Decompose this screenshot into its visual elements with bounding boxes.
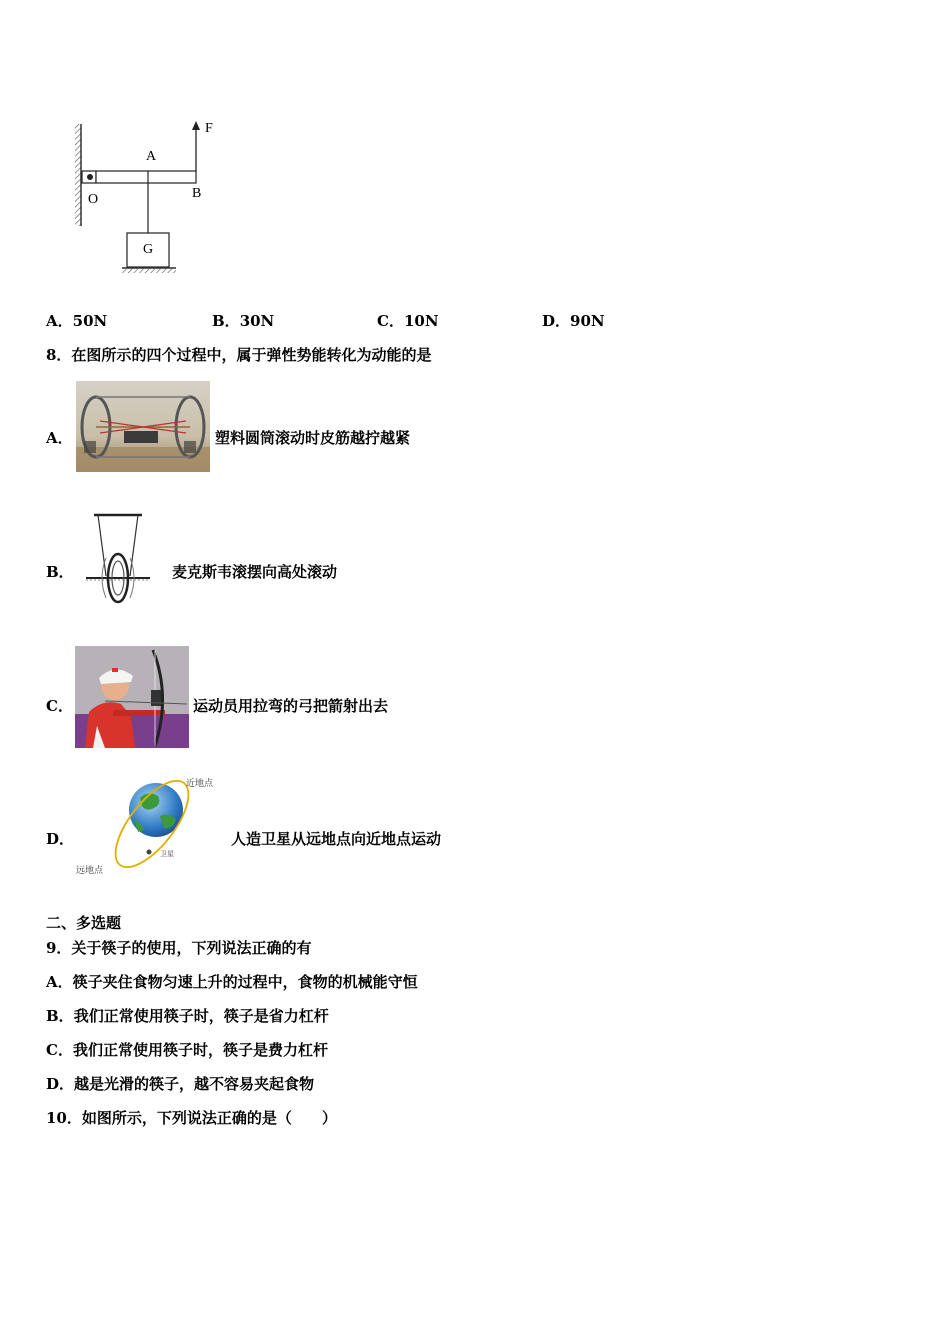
plastic-cylinder-photo xyxy=(76,381,210,472)
maxwell-pendulum-drawing xyxy=(84,510,154,606)
q7-option-b-letter: B． xyxy=(212,312,240,330)
wall xyxy=(75,124,81,226)
satellite-label: 卫星 xyxy=(160,850,174,858)
q7-option-c[interactable] xyxy=(377,311,439,331)
q8-option-b-letter[interactable]: B． xyxy=(46,563,74,581)
q10-stem: 10．如图所示，下列说法正确的是（ ） xyxy=(46,1109,337,1127)
label-o: O xyxy=(88,192,99,207)
q7-option-a-text: 50N xyxy=(72,312,108,330)
q8-option-a-text: 塑料圆筒滚动时皮筋越拧越紧 xyxy=(215,429,411,447)
q7-option-c-text: 10N xyxy=(403,312,439,330)
q9-option-d-text: 越是光滑的筷子，越不容易夹起食物 xyxy=(74,1075,315,1093)
q9-option-c-text: 我们正常使用筷子时，筷子是费力杠杆 xyxy=(72,1041,328,1059)
label-b: B xyxy=(192,186,202,201)
q9-option-a-text: 筷子夹住食物匀速上升的过程中，食物的机械能守恒 xyxy=(72,973,418,991)
q9-option-d[interactable] xyxy=(46,1074,314,1094)
q7-option-d-letter: D． xyxy=(542,312,571,330)
label-g: G xyxy=(143,242,154,257)
label-a: A xyxy=(146,149,157,164)
q8-option-c-text: 运动员用拉弯的弓把箭射出去 xyxy=(193,697,389,715)
q8-option-a-letter[interactable]: A． xyxy=(46,429,73,447)
satellite-orbit-diagram xyxy=(72,772,230,878)
label-f: F xyxy=(205,121,213,136)
satellite-icon xyxy=(147,850,152,855)
q8-option-c-letter[interactable]: C． xyxy=(46,697,73,715)
q7-option-d[interactable] xyxy=(542,311,605,331)
lever-diagram xyxy=(68,112,228,284)
lever-bar xyxy=(96,171,196,183)
q9-option-b[interactable] xyxy=(46,1006,329,1026)
q9-option-c-letter: C． xyxy=(46,1041,73,1059)
q9-option-b-text: 我们正常使用筷子时，筷子是省力杠杆 xyxy=(73,1007,329,1025)
perigee-label: 近地点 xyxy=(186,778,214,788)
q8-option-d-letter[interactable]: D． xyxy=(46,830,75,848)
q9-option-c[interactable] xyxy=(46,1040,328,1060)
section2-title: 二、多选题 xyxy=(46,914,122,932)
q7-option-a[interactable] xyxy=(46,311,107,331)
q8-stem: 8．在图所示的四个过程中，属于弹性势能转化为动能的是 xyxy=(46,346,432,364)
apogee-label: 远地点 xyxy=(76,865,104,875)
q7-option-b-text: 30N xyxy=(239,312,275,330)
q7-option-d-text: 90N xyxy=(570,312,605,330)
q8-option-d-text: 人造卫星从远地点向近地点运动 xyxy=(231,830,442,848)
q9-option-a-letter: A． xyxy=(46,973,73,991)
q9-option-a[interactable] xyxy=(46,972,418,992)
q9-option-b-letter: B． xyxy=(46,1007,74,1025)
q7-option-b[interactable] xyxy=(212,311,274,331)
q9-stem: 9．关于筷子的使用，下列说法正确的有 xyxy=(46,939,312,957)
q7-option-c-letter: C． xyxy=(377,312,404,330)
q9-option-d-letter: D． xyxy=(46,1075,75,1093)
q8-option-b-text: 麦克斯韦滚摆向高处滚动 xyxy=(172,563,338,581)
archer-photo xyxy=(75,646,189,748)
q7-option-a-letter: A． xyxy=(46,312,73,330)
